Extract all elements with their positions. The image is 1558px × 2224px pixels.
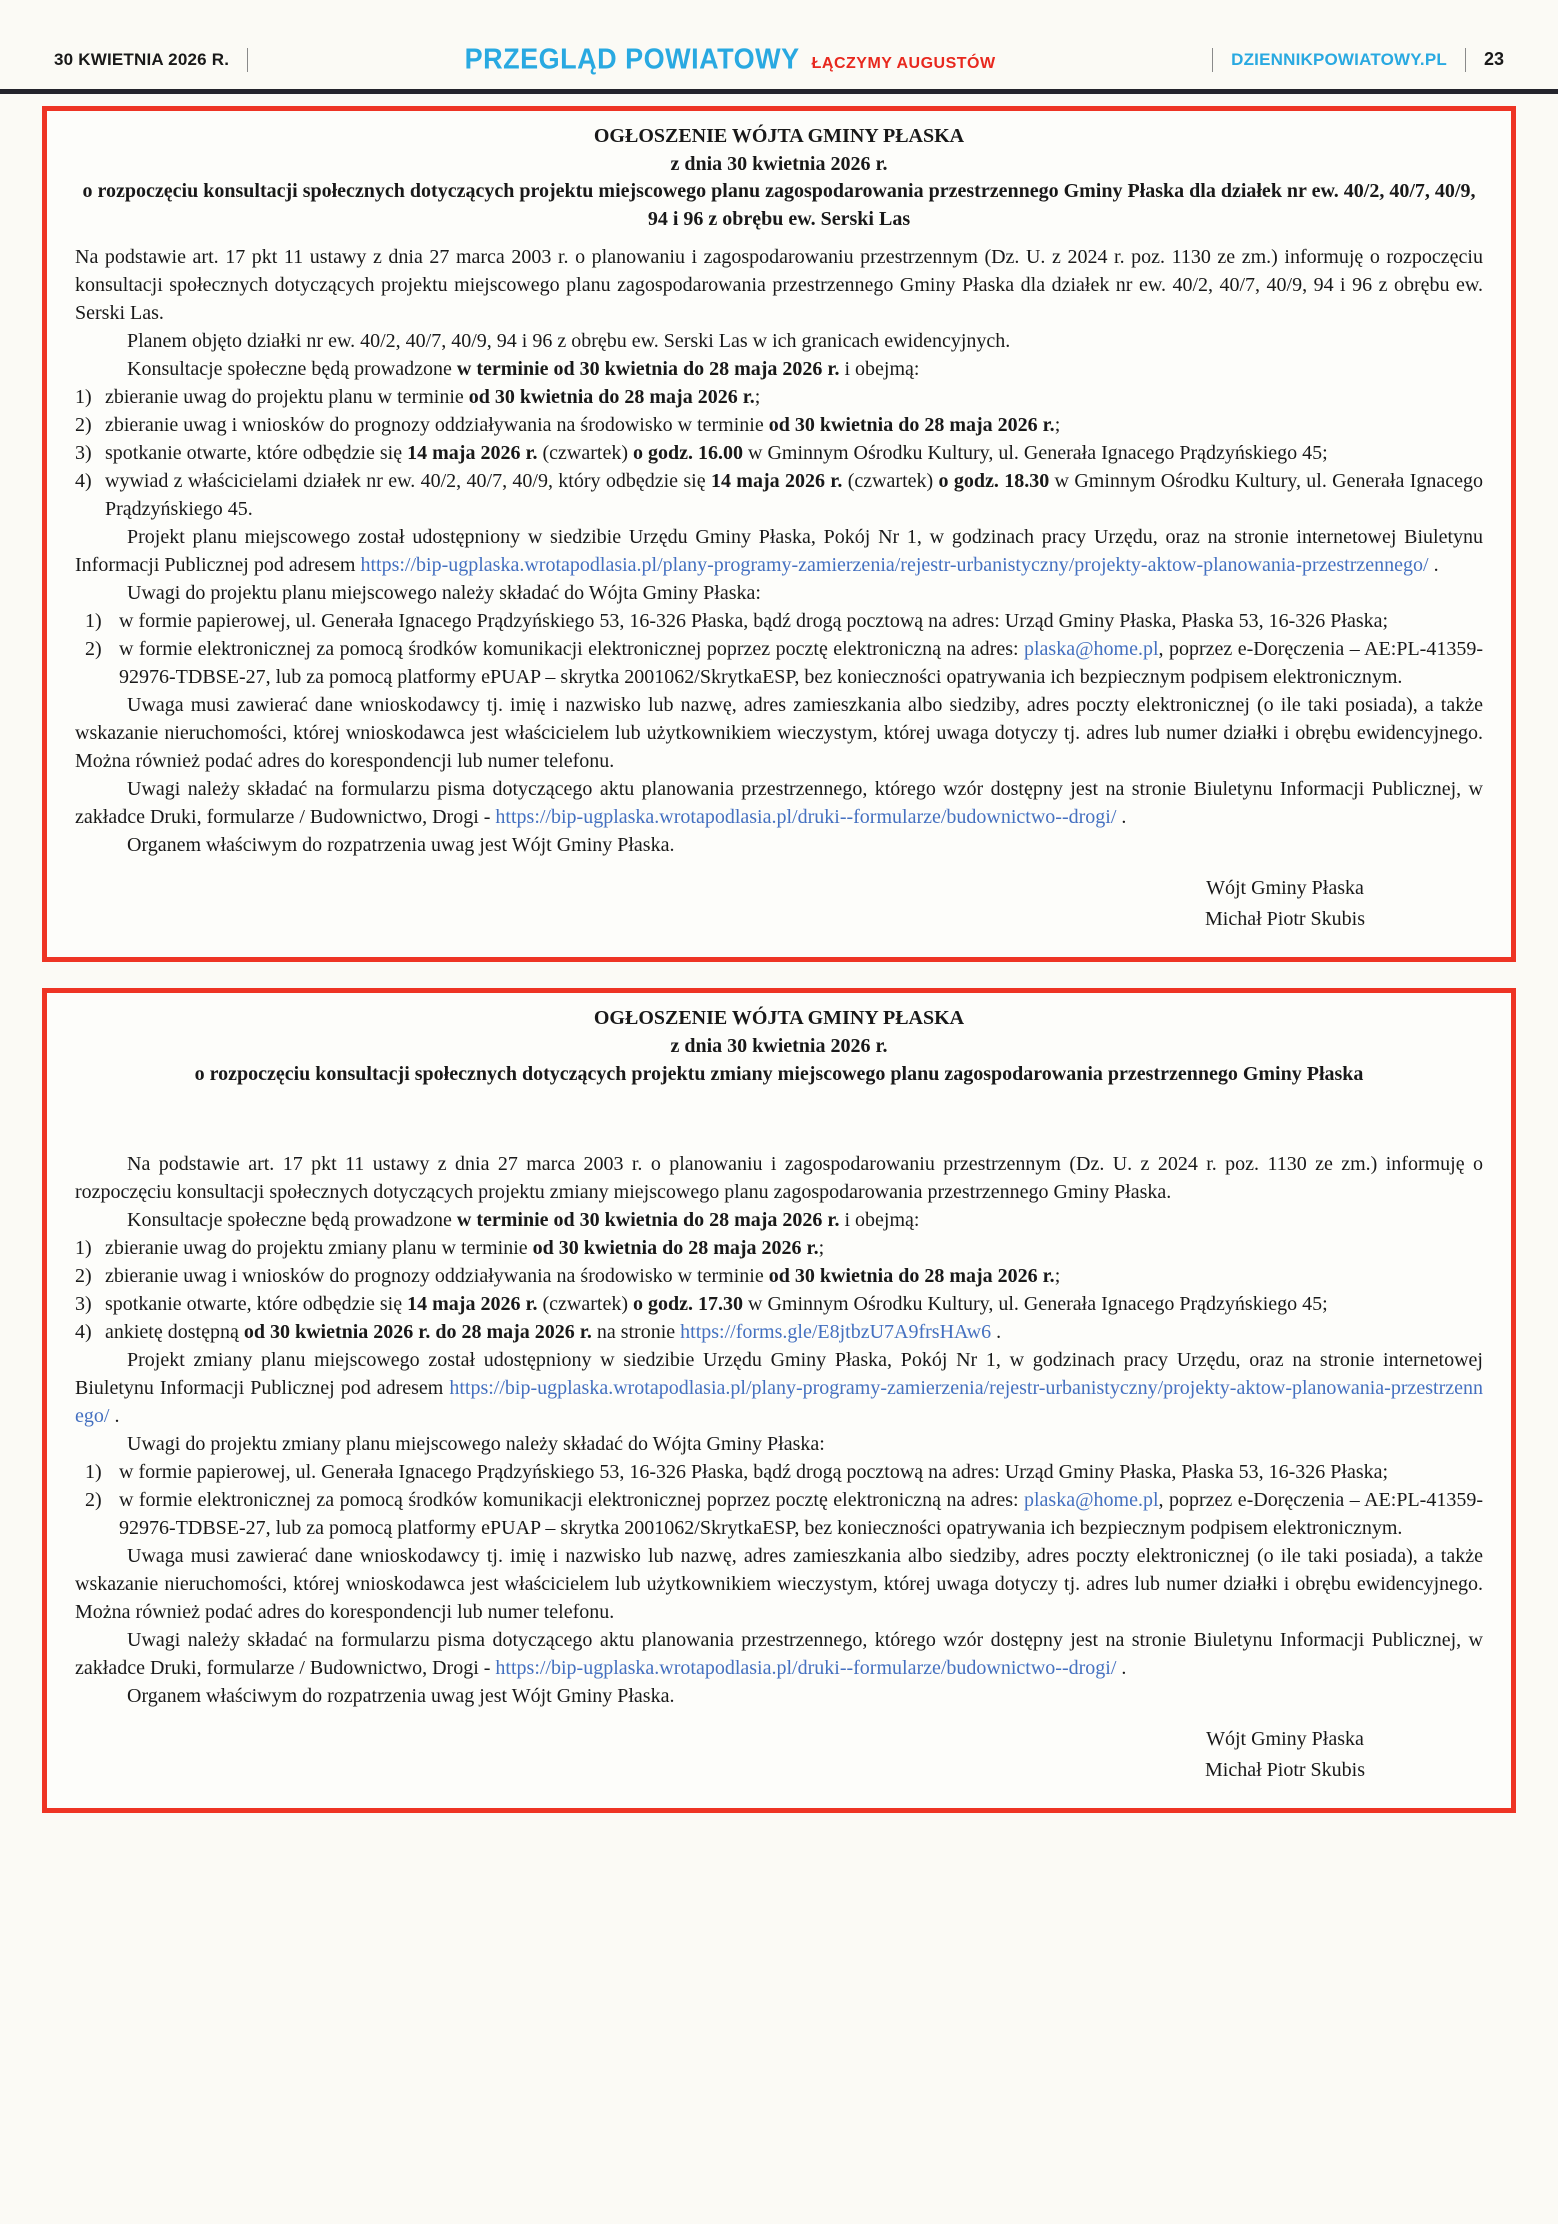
list-item-text bbox=[119, 607, 1483, 635]
title-line: o rozpoczęciu konsultacji społecznych dotyczących projektu miejscowego planu zagospodarowania przestrzennego Gminy Płaska dla działek nr ew. 40/2, 40/7, 40/9, 94 i 96 z obrębu ew. Serski Las bbox=[82, 180, 1476, 230]
text-segment: od 30 kwietnia do 28 maja 2026 r. bbox=[468, 386, 755, 409]
text-segment: (czwartek) bbox=[842, 470, 939, 493]
text-segment: spotkanie otwarte, które odbędzie się bbox=[105, 442, 408, 465]
text-segment: 14 maja 2026 r. bbox=[710, 470, 843, 493]
list-marker: 3) bbox=[75, 1293, 92, 1316]
list-item-text bbox=[105, 1262, 1483, 1290]
paragraph bbox=[75, 1542, 1483, 1626]
announcement-title bbox=[75, 1005, 1483, 1088]
announcement-title bbox=[75, 123, 1483, 233]
text-segment: Projekt zmiany planu miejscowego został udostępniony w siedzibie Urzędu Gminy Płaska, Pokój Nr 1, w godzinach pracy Urzędu, oraz na stronie internetowej Biuletynu Informacji Publicznej pod adresem bbox=[75, 1349, 1483, 1400]
inline-link[interactable]: https://bip-ugplaska.wrotapodlasia.pl/druki--formularze/budownictwo--drogi/ bbox=[495, 1657, 1117, 1680]
paragraph bbox=[75, 243, 1483, 327]
signature-line: Wójt Gminy Płaska bbox=[1206, 1728, 1364, 1751]
inline-link[interactable]: plaska@home.pl bbox=[1024, 638, 1159, 661]
title-line: OGŁOSZENIE WÓJTA GMINY PŁASKA bbox=[593, 125, 965, 147]
brand-title: PRZEGLĄD POWIATOWY bbox=[464, 43, 800, 75]
text-segment: zbieranie uwag i wniosków do prognozy oddziaływania na środowisko w terminie bbox=[105, 1265, 769, 1288]
inline-link[interactable]: https://bip-ugplaska.wrotapodlasia.pl/druki--formularze/budownictwo--drogi/ bbox=[495, 806, 1117, 829]
text-segment: Na podstawie art. 17 pkt 11 ustawy z dnia 27 marca 2003 r. o planowaniu i zagospodarowaniu przestrzennym (Dz. U. z 2024 r. poz. 1130 ze zm.) informuję o rozpoczęciu konsultacji społecznych dotyczących projektu miejscowego planu zagospodarowania przestrzennego Gminy Płaska dla działek nr ew. 40/2, 40/7, 40/9, 94 i 96 z obrębu ew. Serski Las. bbox=[75, 246, 1483, 325]
list-item bbox=[75, 635, 1483, 691]
text-segment: o godz. 16.00 bbox=[633, 442, 743, 465]
text-segment: . bbox=[1116, 806, 1127, 829]
title-line: o rozpoczęciu konsultacji społecznych dotyczących projektu zmiany miejscowego planu zagospodarowania przestrzennego Gminy Płaska bbox=[194, 1062, 1364, 1085]
text-segment: w terminie od 30 kwietnia do 28 maja 2026 r. bbox=[456, 358, 840, 381]
text-segment: od 30 kwietnia do 28 maja 2026 r. bbox=[532, 1237, 819, 1260]
divider bbox=[1465, 48, 1466, 72]
text-segment: Uwagi należy składać na formularzu pisma dotyczącego aktu planowania przestrzennego, którego wzór dostępny jest na stronie Biuletynu Informacji Publicznej, w zakładce Druki, formularze / Budownictwo, Drogi - bbox=[75, 778, 1483, 829]
text-segment: Planem objęto działki nr ew. 40/2, 40/7, 40/9, 94 i 96 z obrębu ew. Serski Las w ich granicach ewidencyjnych. bbox=[127, 330, 1011, 353]
paragraph bbox=[75, 523, 1483, 579]
list-item bbox=[75, 1486, 1483, 1542]
text-segment: w formie papierowej, ul. Generała Ignacego Prądzyńskiego 53, 16-326 Płaska, bądź drogą pocztową na adres: Urząd Gminy Płaska, Płaska 53, 16-326 Płaska; bbox=[119, 1461, 1389, 1484]
signature-line: Wójt Gminy Płaska bbox=[1206, 877, 1364, 900]
list-item-text bbox=[105, 411, 1483, 439]
inline-link[interactable]: https://bip-ugplaska.wrotapodlasia.pl/plany-programy-zamierzenia/rejestr-urbanistyczny/projekty-aktow-planowania-przestrzennego/ bbox=[75, 1377, 1483, 1428]
list-item bbox=[75, 439, 1483, 467]
list-item bbox=[75, 1290, 1483, 1318]
list-marker: 2) bbox=[85, 1489, 102, 1512]
paragraph bbox=[75, 691, 1483, 775]
paragraph bbox=[75, 355, 1483, 383]
text-segment: Organem właściwym do rozpatrzenia uwag jest Wójt Gminy Płaska. bbox=[127, 834, 675, 857]
text-segment: w formie papierowej, ul. Generała Ignacego Prądzyńskiego 53, 16-326 Płaska, bądź drogą pocztową na adres: Urząd Gminy Płaska, Płaska 53, 16-326 Płaska; bbox=[119, 610, 1389, 633]
text-segment: Konsultacje społeczne będą prowadzone bbox=[127, 1209, 457, 1232]
list-item bbox=[75, 467, 1483, 523]
paragraph bbox=[75, 831, 1483, 859]
text-segment: i obejmą: bbox=[839, 358, 920, 381]
text-segment: . bbox=[1116, 1657, 1127, 1680]
divider bbox=[1212, 48, 1213, 72]
text-segment: wywiad z właścicielami działek nr ew. 40/2, 40/7, 40/9, który odbędzie się bbox=[105, 470, 711, 493]
list-marker: 1) bbox=[85, 610, 102, 633]
text-segment: Projekt planu miejscowego został udostępniony w siedzibie Urzędu Gminy Płaska, Pokój Nr 1, w godzinach pracy Urzędu, oraz na stronie internetowej Biuletynu Informacji Publicznej pod adresem bbox=[75, 526, 1483, 577]
list-marker: 3) bbox=[75, 442, 92, 465]
text-segment: w Gminnym Ośrodku Kultury, ul. Generała Ignacego Prądzyńskiego 45; bbox=[743, 442, 1328, 465]
text-segment: , poprzez e-Doręczenia – AE:PL-41359-92976-TDBSE-27, lub za pomocą platformy ePUAP – skrytka 2001062/SkrytkaESP, bez konieczności opatrywania ich bezpiecznym podpisem elektronicznym. bbox=[119, 1489, 1483, 1540]
announcement-box-1 bbox=[42, 106, 1516, 962]
text-segment: ; bbox=[1054, 414, 1061, 437]
text-segment: (czwartek) bbox=[537, 442, 633, 465]
text-segment: spotkanie otwarte, które odbędzie się bbox=[105, 1293, 408, 1316]
signature-line: Michał Piotr Skubis bbox=[1204, 1759, 1365, 1782]
list-item-text bbox=[105, 1318, 1483, 1346]
inline-link[interactable]: https://bip-ugplaska.wrotapodlasia.pl/plany-programy-zamierzenia/rejestr-urbanistyczny/projekty-aktow-planowania-przestrzennego/ bbox=[360, 554, 1429, 577]
page-header bbox=[0, 0, 1558, 89]
text-segment: w Gminnym Ośrodku Kultury, ul. Generała Ignacego Prądzyńskiego 45; bbox=[743, 1293, 1328, 1316]
paragraph bbox=[75, 579, 1483, 607]
list-marker: 4) bbox=[75, 470, 92, 493]
text-segment: , poprzez e-Doręczenia – AE:PL-41359-92976-TDBSE-27, lub za pomocą platformy ePUAP – skrytka 2001062/SkrytkaESP, bez konieczności opatrywania ich bezpiecznym podpisem elektronicznym. bbox=[119, 638, 1483, 689]
list-item bbox=[75, 607, 1483, 635]
signature-line: Michał Piotr Skubis bbox=[1204, 908, 1365, 931]
text-segment: Uwagi należy składać na formularzu pisma dotyczącego aktu planowania przestrzennego, którego wzór dostępny jest na stronie Biuletynu Informacji Publicznej, w zakładce Druki, formularze / Budownictwo, Drogi - bbox=[75, 1629, 1483, 1680]
paragraph bbox=[75, 1626, 1483, 1682]
announcement-body bbox=[75, 1150, 1483, 1710]
text-segment: zbieranie uwag i wniosków do prognozy oddziaływania na środowisko w terminie bbox=[105, 414, 769, 437]
text-segment: zbieranie uwag do projektu planu w terminie bbox=[105, 386, 469, 409]
list-marker: 1) bbox=[75, 1237, 92, 1260]
text-segment: Na podstawie art. 17 pkt 11 ustawy z dnia 27 marca 2003 r. o planowaniu i zagospodarowaniu przestrzennym (Dz. U. z 2024 r. poz. 1130 ze zm.) informuję o rozpoczęciu konsultacji społecznych dotyczących projektu zmiany miejscowego planu zagospodarowania przestrzennego Gminy Płaska. bbox=[75, 1153, 1483, 1204]
header-site-url: DZIENNIKPOWIATOWY.PL bbox=[1231, 49, 1447, 69]
list-item-text bbox=[105, 1290, 1483, 1318]
announcement-body bbox=[75, 243, 1483, 859]
title-line: z dnia 30 kwietnia 2026 r. bbox=[670, 152, 888, 175]
list-marker: 2) bbox=[75, 1265, 92, 1288]
text-segment: o godz. 18.30 bbox=[938, 470, 1050, 493]
text-segment: od 30 kwietnia 2026 r. do 28 maja 2026 r. bbox=[243, 1321, 592, 1344]
list-item bbox=[75, 1318, 1483, 1346]
list-marker: 2) bbox=[85, 638, 102, 661]
text-segment: ; bbox=[818, 1237, 825, 1260]
text-segment: (czwartek) bbox=[537, 1293, 633, 1316]
signature-block bbox=[1205, 1724, 1365, 1786]
text-segment: Uwagi do projektu zmiany planu miejscowego należy składać do Wójta Gminy Płaska: bbox=[127, 1433, 825, 1456]
list-marker: 2) bbox=[75, 414, 92, 437]
list-item-text bbox=[119, 635, 1483, 691]
paragraph bbox=[75, 1682, 1483, 1710]
list-item bbox=[75, 1234, 1483, 1262]
list-marker: 4) bbox=[75, 1321, 92, 1344]
text-segment: od 30 kwietnia do 28 maja 2026 r. bbox=[768, 414, 1055, 437]
paragraph bbox=[75, 1150, 1483, 1206]
title-line: OGŁOSZENIE WÓJTA GMINY PŁASKA bbox=[593, 1007, 965, 1030]
title-line: z dnia 30 kwietnia 2026 r. bbox=[670, 1034, 888, 1057]
text-segment: ankietę dostępną bbox=[105, 1321, 244, 1344]
list-item-text bbox=[105, 383, 1483, 411]
text-segment: 14 maja 2026 r. bbox=[407, 1293, 538, 1316]
signature-block bbox=[1205, 873, 1365, 935]
text-segment: ; bbox=[754, 386, 761, 409]
text-segment: Uwaga musi zawierać dane wnioskodawcy tj. imię i nazwisko lub nazwę, adres zamieszkania albo siedziby, adres poczty elektronicznej (o ile taki posiada), a także wskazanie nieruchomości, której wnioskodawca jest właścicielem lub użytkownikiem wieczystym, której uwaga dotyczy tj. adres lub numer działki i obrębu ewidencyjnego. Można również podać adres do korespondencji lub numer telefonu. bbox=[75, 1545, 1483, 1624]
divider bbox=[247, 48, 248, 72]
inline-link[interactable]: plaska@home.pl bbox=[1024, 1489, 1159, 1512]
list-item-text bbox=[105, 1234, 1483, 1262]
text-segment: zbieranie uwag do projektu zmiany planu w terminie bbox=[105, 1237, 533, 1260]
text-segment: 14 maja 2026 r. bbox=[407, 442, 538, 465]
text-segment: Uwaga musi zawierać dane wnioskodawcy tj. imię i nazwisko lub nazwę, adres zamieszkania albo siedziby, adres poczty elektronicznej (o ile taki posiada), a także wskazanie nieruchomości, której wnioskodawca jest właścicielem lub użytkownikiem wieczystym, której uwaga dotyczy tj. adres lub numer działki i obrębu ewidencyjnego. Można również podać adres do korespondencji lub numer telefonu. bbox=[75, 694, 1483, 773]
text-segment: Konsultacje społeczne będą prowadzone bbox=[127, 358, 457, 381]
paragraph bbox=[75, 327, 1483, 355]
paragraph bbox=[75, 1430, 1483, 1458]
text-segment: . bbox=[991, 1321, 1002, 1344]
brand-tagline: ŁĄCZYMY AUGUSTÓW bbox=[811, 55, 996, 72]
paragraph bbox=[75, 1206, 1483, 1234]
text-segment: i obejmą: bbox=[839, 1209, 920, 1232]
text-segment: w Gminnym Ośrodku Kultury, ul. Generała Ignacego Prądzyńskiego 45. bbox=[105, 470, 1483, 521]
list-item bbox=[75, 383, 1483, 411]
paragraph bbox=[75, 1346, 1483, 1430]
header-date: 30 KWIETNIA 2026 R. bbox=[54, 49, 230, 69]
list-item-text bbox=[119, 1458, 1483, 1486]
text-segment: w formie elektronicznej za pomocą środków komunikacji elektronicznej poprzez pocztę elektroniczną na adres: bbox=[119, 638, 1024, 661]
text-segment: w terminie od 30 kwietnia do 28 maja 2026 r. bbox=[456, 1209, 840, 1232]
list-item bbox=[75, 1458, 1483, 1486]
list-item bbox=[75, 1262, 1483, 1290]
header-rule bbox=[0, 89, 1558, 94]
paragraph bbox=[75, 775, 1483, 831]
list-item-text bbox=[105, 439, 1483, 467]
text-segment: od 30 kwietnia do 28 maja 2026 r. bbox=[768, 1265, 1055, 1288]
text-segment: na stronie bbox=[591, 1321, 681, 1344]
text-segment: Uwagi do projektu planu miejscowego należy składać do Wójta Gminy Płaska: bbox=[127, 582, 761, 605]
text-segment: . bbox=[109, 1405, 120, 1428]
text-segment: . bbox=[1428, 554, 1439, 577]
list-marker: 1) bbox=[85, 1461, 102, 1484]
list-item-text bbox=[105, 467, 1483, 523]
list-marker: 1) bbox=[75, 386, 92, 409]
text-segment: ; bbox=[1054, 1265, 1061, 1288]
inline-link[interactable]: https://forms.gle/E8jtbzU7A9frsHAw6 bbox=[680, 1321, 992, 1344]
announcement-box-2 bbox=[42, 988, 1516, 1813]
text-segment: w formie elektronicznej za pomocą środków komunikacji elektronicznej poprzez pocztę elektroniczną na adres: bbox=[119, 1489, 1024, 1512]
newspaper-logo bbox=[266, 44, 1194, 75]
list-item bbox=[75, 411, 1483, 439]
list-item-text bbox=[119, 1486, 1483, 1542]
text-segment: o godz. 17.30 bbox=[633, 1293, 743, 1316]
page-number: 23 bbox=[1483, 49, 1504, 69]
text-segment: Organem właściwym do rozpatrzenia uwag jest Wójt Gminy Płaska. bbox=[127, 1685, 675, 1708]
